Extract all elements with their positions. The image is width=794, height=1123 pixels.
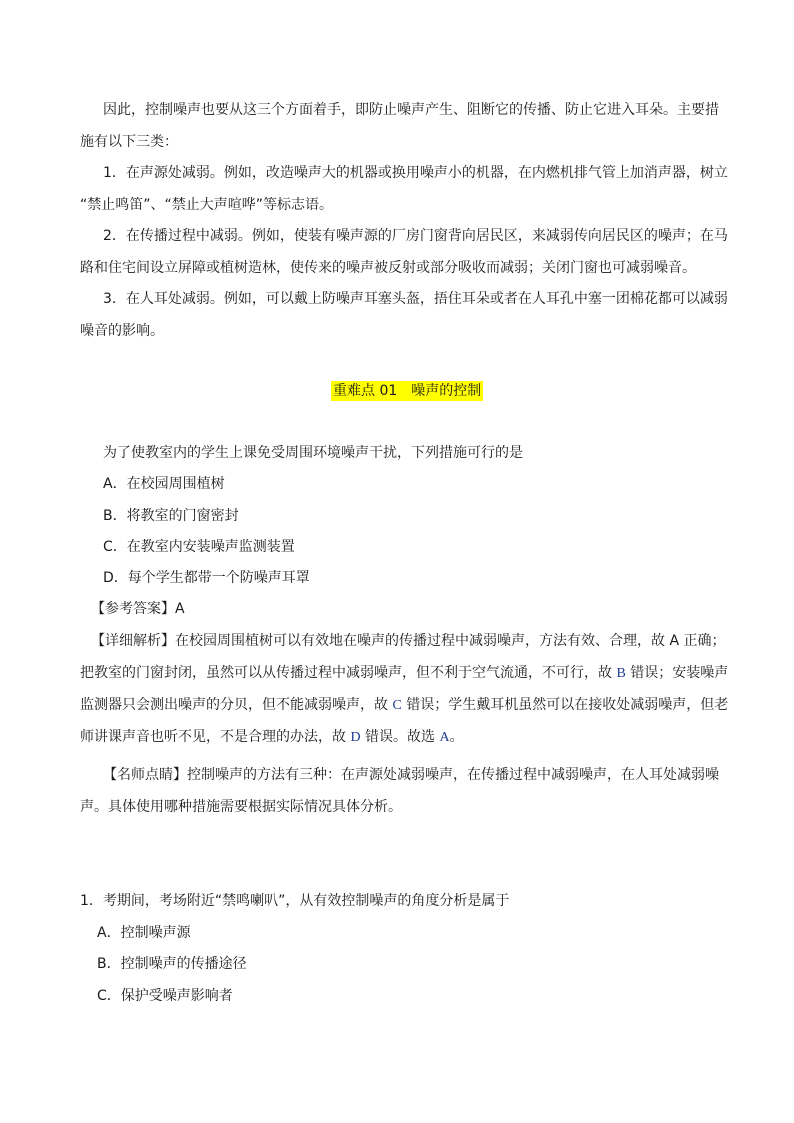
tip-line-1: 【名师点睛】控制噪声的方法有三种：在声源处减弱噪声，在传播过程中减弱噪声，在人耳处减弱噪 (103, 767, 719, 783)
example-option-c: C．在教室内安装噪声监测装置 (103, 539, 295, 555)
tip-line-2: 声。具体使用哪种措施需要根据实际情况具体分析。 (80, 799, 402, 815)
exercise-question: 1．考期间，考场附近“禁鸣喇叭”，从有效控制噪声的角度分析是属于 (80, 893, 510, 909)
intro-paragraph-line-1: 因此，控制噪声也要从这三个方面着手，即防止噪声产生、阻断它的传播、防止它进入耳朵。主要措 (103, 102, 719, 118)
analysis-line-4-text-e: 。 (449, 729, 464, 745)
example-question: 为了使教室内的学生上课免受周围环境噪声干扰，下列措施可行的是 (103, 445, 523, 461)
intro-paragraph-line-2: 施有以下三类： (80, 134, 178, 150)
answer-label: 【参考答案】A (91, 601, 185, 617)
analysis-line-4-text-c: 错误。故选 (360, 729, 440, 745)
analysis-line-2-text-c: 错误；安装噪声 (625, 665, 729, 681)
analysis-line-1: 【详细解析】在校园周围植树可以有效地在噪声的传播过程中减弱噪声，方法有效、合理，故 A 正确； (91, 633, 726, 649)
answer-letter-d: D (350, 730, 361, 745)
measure-1-line-2: “禁止鸣笛”、“禁止大声喧哗”等标志语。 (80, 197, 334, 213)
analysis-line-2 (80, 663, 728, 684)
section-heading (331, 381, 483, 401)
analysis-line-2-text-a: 把教室的门窗封闭，虽然可以从传播过程中减弱噪声，但不利于空气流通，不可行，故 (80, 665, 617, 681)
measure-3-line-1: 3．在人耳处减弱。例如，可以戴上防噪声耳塞头盔，捂住耳朵或者在人耳孔中塞一团棉花都可以减弱 (103, 291, 728, 307)
exercise-option-a: A．控制噪声源 (97, 925, 191, 941)
measure-2-line-1: 2．在传播过程中减弱。例如，使装有噪声源的厂房门窗背向居民区，来减弱传向居民区的噪声；在马 (103, 228, 728, 244)
measure-1-line-1: 1．在声源处减弱。例如，改造噪声大的机器或换用噪声小的机器，在内燃机排气管上加消声器，树立 (103, 165, 728, 181)
answer-letter-b: B (616, 666, 626, 681)
example-option-a: A．在校园周围植树 (103, 476, 225, 492)
answer-letter-c: C (392, 698, 402, 713)
section-heading-text: 重难点 01 噪声的控制 (333, 383, 482, 399)
exercise-option-c: C．保护受噪声影响者 (97, 988, 233, 1004)
analysis-line-3 (80, 695, 728, 716)
answer-letter-a: A (439, 730, 450, 745)
analysis-line-4 (80, 727, 464, 748)
analysis-line-4-text-a: 师讲课声音也听不见，不是合理的办法，故 (80, 729, 351, 745)
measure-3-line-2: 噪音的影响。 (80, 323, 164, 339)
example-option-b: B．将教室的门窗密封 (103, 508, 239, 524)
analysis-line-3-text-c: 错误；学生戴耳机虽然可以在接收处减弱噪声，但老 (401, 697, 729, 713)
example-option-d: D．每个学生都带一个防噪声耳罩 (103, 570, 310, 586)
measure-2-line-2: 路和住宅间设立屏障或植树造林，使传来的噪声被反射或部分吸收而减弱；关闭门窗也可减弱噪音。 (80, 260, 696, 276)
exercise-option-b: B．控制噪声的传播途径 (97, 956, 247, 972)
analysis-line-3-text-a: 监测器只会测出噪声的分贝，但不能减弱噪声，故 (80, 697, 393, 713)
